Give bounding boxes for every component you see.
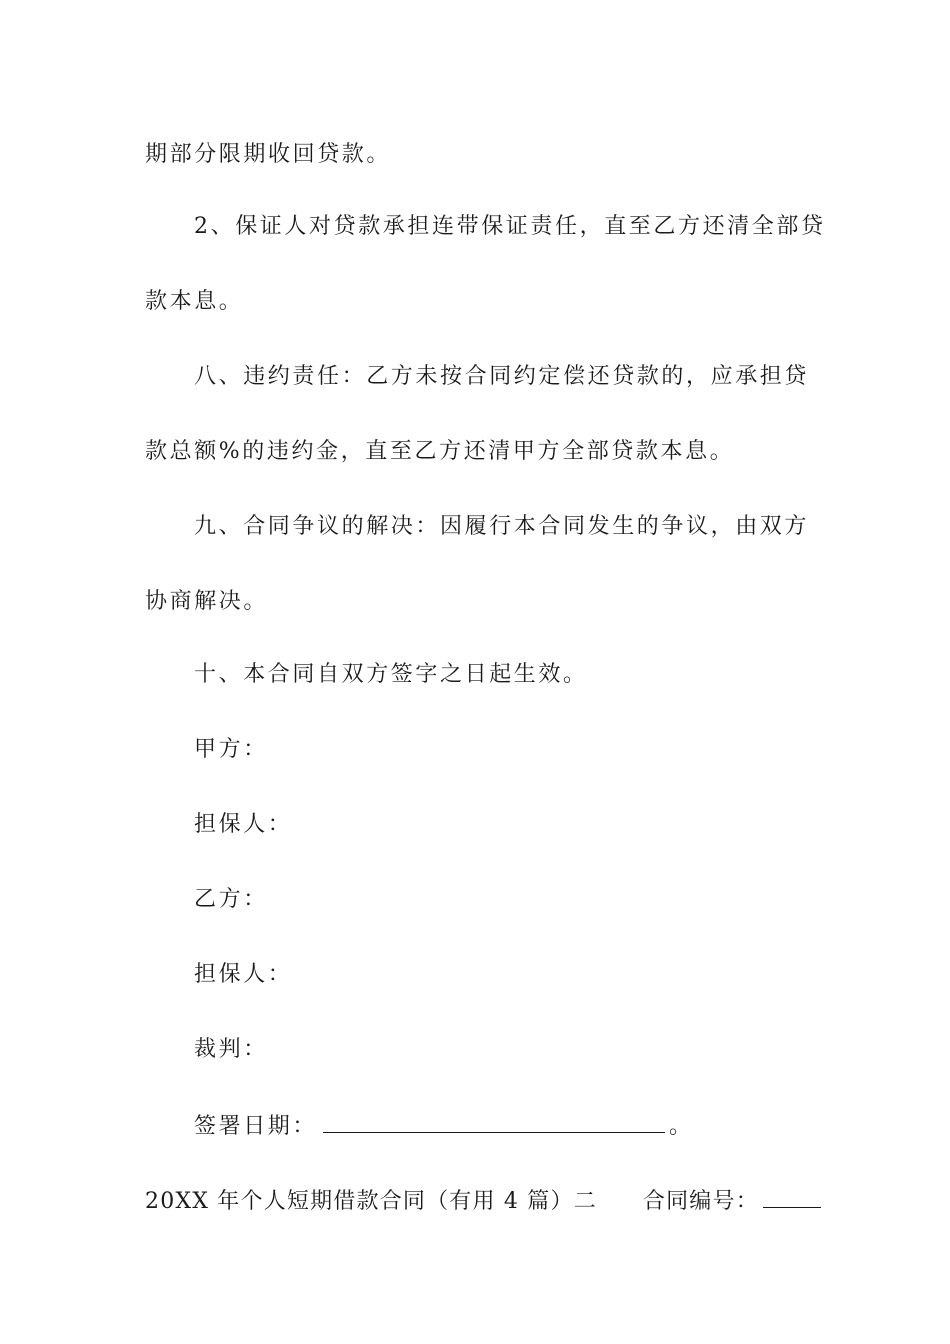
paragraph-line: 协商解决。 xyxy=(145,589,269,614)
signing-date-row xyxy=(194,1110,694,1142)
contract-number-label: 合同编号： xyxy=(642,1189,759,1214)
paragraph-line: 期部分限期收回贷款。 xyxy=(145,142,392,167)
next-contract-header xyxy=(145,1185,821,1217)
arbiter-label: 裁判： xyxy=(194,1037,268,1062)
paragraph-line: 八、违约责任：乙方未按合同约定偿还贷款的，应承担贷 xyxy=(194,364,810,389)
paragraph-line: 2、保证人对贷款承担连带保证责任，直至乙方还清全部贷 xyxy=(194,214,826,239)
paragraph-line: 十、本合同自双方签字之日起生效。 xyxy=(194,662,588,687)
guarantor-label: 担保人： xyxy=(194,962,293,987)
paragraph-line: 款总额%的违约金，直至乙方还清甲方全部贷款本息。 xyxy=(145,439,735,464)
signing-date-label: 签署日期： xyxy=(194,1114,318,1139)
party-b-label: 乙方： xyxy=(194,887,268,912)
next-contract-title: 20XX 年个人短期借款合同（有用 4 篇）二 xyxy=(145,1189,597,1214)
party-a-label: 甲方： xyxy=(194,737,268,762)
paragraph-line: 九、合同争议的解决：因履行本合同发生的争议，由双方 xyxy=(194,514,810,539)
signing-date-blank xyxy=(323,1110,665,1133)
guarantor-label: 担保人： xyxy=(194,812,293,837)
signing-date-end: 。 xyxy=(669,1114,694,1139)
contract-number-blank xyxy=(763,1185,821,1208)
paragraph-line: 款本息。 xyxy=(145,289,244,314)
